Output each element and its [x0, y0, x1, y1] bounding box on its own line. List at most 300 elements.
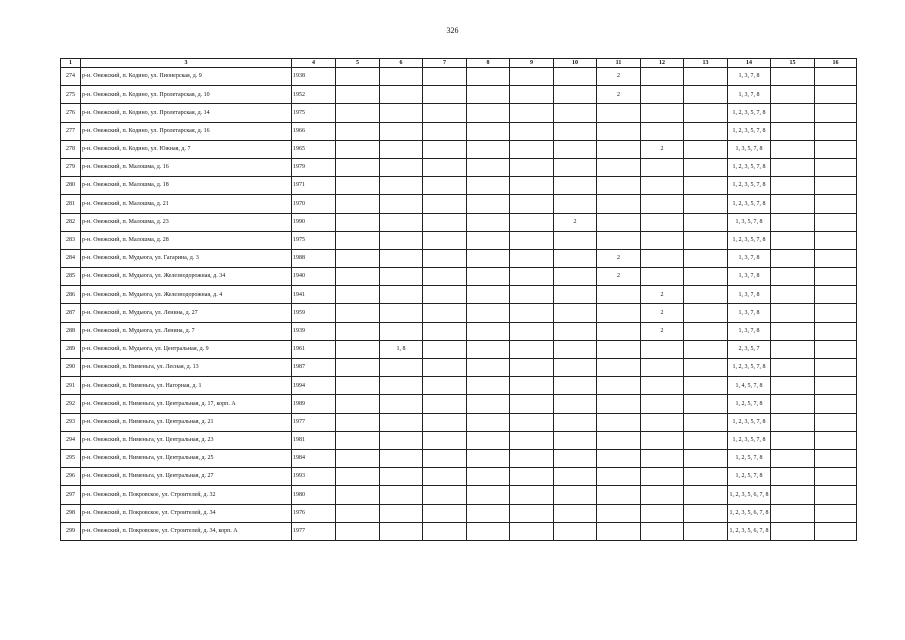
col-13-cell — [684, 413, 728, 431]
col-11-cell — [597, 395, 641, 413]
col-15-cell — [771, 104, 815, 122]
address-cell: р-н. Онежский, п. Малошма, д. 28 — [81, 231, 292, 249]
column-header: 3 — [81, 59, 292, 68]
col-15-cell — [771, 431, 815, 449]
col-7-cell — [423, 213, 467, 231]
col-6-cell — [380, 468, 423, 486]
col-11-cell: 2 — [597, 68, 641, 86]
col-13-cell — [684, 322, 728, 340]
col-8-cell — [467, 286, 510, 304]
address-cell: р-н. Онежский, п. Нименьга, ул. Центральная, д. 25 — [81, 449, 292, 467]
col-14-cell: 1, 2, 5, 7, 8 — [728, 395, 771, 413]
col-7-cell — [423, 377, 467, 395]
row-number: 299 — [61, 522, 81, 540]
address-cell: р-н. Онежский, п. Кодино, ул. Пролетарская, д. 16 — [81, 122, 292, 140]
col-13-cell — [684, 486, 728, 504]
col-12-cell — [641, 522, 684, 540]
col-15-cell — [771, 231, 815, 249]
col-12-cell — [641, 340, 684, 358]
col-14-cell: 1, 2, 5, 7, 8 — [728, 449, 771, 467]
address-cell: р-н. Онежский, п. Нименьга, ул. Центральная, д. 23 — [81, 431, 292, 449]
column-header: 4 — [292, 59, 336, 68]
year-cell: 1976 — [292, 504, 336, 522]
col-6-cell — [380, 104, 423, 122]
col-9-cell — [510, 431, 554, 449]
col-6-cell — [380, 413, 423, 431]
column-header: 11 — [597, 59, 641, 68]
col-16-cell — [815, 104, 857, 122]
col-9-cell — [510, 140, 554, 158]
col-13-cell — [684, 231, 728, 249]
col-13-cell — [684, 140, 728, 158]
address-cell: р-н. Онежский, п. Покровское, ул. Строителей, д. 34, корп. А — [81, 522, 292, 540]
col-14-cell: 1, 2, 3, 5, 7, 8 — [728, 158, 771, 176]
housing-register-table — [60, 58, 857, 541]
col-9-cell — [510, 122, 554, 140]
address-cell: р-н. Онежский, п. Мудьюга, ул. Гагарина, д. 3 — [81, 249, 292, 267]
col-13-cell — [684, 340, 728, 358]
col-15-cell — [771, 377, 815, 395]
col-11-cell — [597, 504, 641, 522]
col-10-cell — [554, 486, 597, 504]
table-row — [61, 268, 857, 286]
col-12-cell — [641, 468, 684, 486]
table-row — [61, 340, 857, 358]
table-row — [61, 177, 857, 195]
col-9-cell — [510, 486, 554, 504]
row-number: 296 — [61, 468, 81, 486]
col-14-cell: 1, 3, 5, 7, 8 — [728, 140, 771, 158]
col-9-cell — [510, 522, 554, 540]
year-cell: 1993 — [292, 468, 336, 486]
column-header: 12 — [641, 59, 684, 68]
col-15-cell — [771, 304, 815, 322]
col-6-cell — [380, 449, 423, 467]
col-8-cell — [467, 177, 510, 195]
col-12-cell — [641, 231, 684, 249]
row-number: 285 — [61, 268, 81, 286]
address-cell: р-н. Онежский, п. Кодино, ул. Пионерская, д. 9 — [81, 68, 292, 86]
col-14-cell: 1, 2, 3, 5, 7, 8 — [728, 195, 771, 213]
col-9-cell — [510, 268, 554, 286]
row-number: 275 — [61, 86, 81, 104]
col-12-cell: 2 — [641, 304, 684, 322]
col-6-cell — [380, 68, 423, 86]
year-cell: 1980 — [292, 486, 336, 504]
col-12-cell — [641, 213, 684, 231]
row-number: 289 — [61, 340, 81, 358]
col-7-cell — [423, 231, 467, 249]
col-11-cell — [597, 322, 641, 340]
col-6-cell — [380, 140, 423, 158]
col-5-cell — [336, 213, 380, 231]
col-16-cell — [815, 359, 857, 377]
col-15-cell — [771, 340, 815, 358]
year-cell: 1938 — [292, 68, 336, 86]
table-row — [61, 86, 857, 104]
col-5-cell — [336, 140, 380, 158]
address-cell: р-н. Онежский, п. Нименьга, ул. Нагорная, д. 1 — [81, 377, 292, 395]
col-8-cell — [467, 322, 510, 340]
page-number: 326 — [446, 26, 459, 35]
col-5-cell — [336, 195, 380, 213]
col-14-cell: 1, 2, 3, 5, 7, 8 — [728, 104, 771, 122]
col-6-cell — [380, 268, 423, 286]
col-12-cell — [641, 504, 684, 522]
col-5-cell — [336, 268, 380, 286]
col-12-cell: 2 — [641, 140, 684, 158]
col-8-cell — [467, 249, 510, 267]
table-row — [61, 158, 857, 176]
col-8-cell — [467, 359, 510, 377]
col-6-cell — [380, 431, 423, 449]
year-cell: 1966 — [292, 122, 336, 140]
col-8-cell — [467, 104, 510, 122]
col-6-cell — [380, 158, 423, 176]
table-row — [61, 140, 857, 158]
col-5-cell — [336, 68, 380, 86]
col-16-cell — [815, 249, 857, 267]
col-12-cell — [641, 359, 684, 377]
year-cell: 1979 — [292, 158, 336, 176]
col-7-cell — [423, 304, 467, 322]
col-8-cell — [467, 195, 510, 213]
col-13-cell — [684, 377, 728, 395]
col-16-cell — [815, 86, 857, 104]
column-header: 1 — [61, 59, 81, 68]
year-cell: 1975 — [292, 104, 336, 122]
col-6-cell — [380, 122, 423, 140]
year-cell: 1987 — [292, 359, 336, 377]
table-row — [61, 395, 857, 413]
col-13-cell — [684, 304, 728, 322]
address-cell: р-н. Онежский, п. Нименьга, ул. Центральная, д. 17, корп. А — [81, 395, 292, 413]
col-11-cell — [597, 377, 641, 395]
col-6-cell — [380, 322, 423, 340]
col-5-cell — [336, 359, 380, 377]
col-11-cell — [597, 413, 641, 431]
column-header: 10 — [554, 59, 597, 68]
col-14-cell: 1, 4, 5, 7, 8 — [728, 377, 771, 395]
year-cell: 1981 — [292, 431, 336, 449]
col-15-cell — [771, 486, 815, 504]
col-16-cell — [815, 395, 857, 413]
column-header: 5 — [336, 59, 380, 68]
address-cell: р-н. Онежский, п. Покровское, ул. Строителей, д. 32 — [81, 486, 292, 504]
col-10-cell — [554, 158, 597, 176]
col-9-cell — [510, 395, 554, 413]
address-cell: р-н. Онежский, п. Малошма, д. 21 — [81, 195, 292, 213]
col-14-cell: 1, 2, 3, 5, 7, 8 — [728, 413, 771, 431]
col-13-cell — [684, 104, 728, 122]
col-8-cell — [467, 68, 510, 86]
row-number: 274 — [61, 68, 81, 86]
col-5-cell — [336, 522, 380, 540]
year-cell: 1965 — [292, 140, 336, 158]
col-15-cell — [771, 413, 815, 431]
table-row — [61, 486, 857, 504]
year-cell: 1990 — [292, 213, 336, 231]
row-number: 279 — [61, 158, 81, 176]
table-row — [61, 231, 857, 249]
col-16-cell — [815, 377, 857, 395]
col-5-cell — [336, 449, 380, 467]
col-11-cell — [597, 195, 641, 213]
col-10-cell — [554, 359, 597, 377]
col-10-cell — [554, 177, 597, 195]
col-8-cell — [467, 122, 510, 140]
table-row — [61, 104, 857, 122]
col-11-cell — [597, 177, 641, 195]
col-9-cell — [510, 304, 554, 322]
col-16-cell — [815, 177, 857, 195]
col-7-cell — [423, 86, 467, 104]
col-9-cell — [510, 359, 554, 377]
col-5-cell — [336, 413, 380, 431]
col-9-cell — [510, 104, 554, 122]
col-10-cell — [554, 431, 597, 449]
year-cell: 1975 — [292, 231, 336, 249]
row-number: 288 — [61, 322, 81, 340]
col-16-cell — [815, 431, 857, 449]
col-15-cell — [771, 468, 815, 486]
col-14-cell: 1, 2, 3, 5, 7, 8 — [728, 231, 771, 249]
table-row — [61, 377, 857, 395]
col-11-cell — [597, 231, 641, 249]
col-9-cell — [510, 504, 554, 522]
col-9-cell — [510, 158, 554, 176]
col-13-cell — [684, 213, 728, 231]
col-12-cell — [641, 377, 684, 395]
col-6-cell — [380, 395, 423, 413]
col-7-cell — [423, 486, 467, 504]
col-10-cell — [554, 231, 597, 249]
col-10-cell — [554, 104, 597, 122]
col-8-cell — [467, 431, 510, 449]
col-15-cell — [771, 122, 815, 140]
col-5-cell — [336, 86, 380, 104]
col-15-cell — [771, 86, 815, 104]
column-header: 15 — [771, 59, 815, 68]
col-11-cell — [597, 304, 641, 322]
col-14-cell: 1, 3, 7, 8 — [728, 304, 771, 322]
col-12-cell — [641, 86, 684, 104]
col-7-cell — [423, 431, 467, 449]
year-cell: 1989 — [292, 395, 336, 413]
col-10-cell — [554, 504, 597, 522]
col-6-cell — [380, 213, 423, 231]
col-15-cell — [771, 195, 815, 213]
column-header: 7 — [423, 59, 467, 68]
table-row — [61, 249, 857, 267]
address-cell: р-н. Онежский, п. Малошма, д. 18 — [81, 177, 292, 195]
col-11-cell: 2 — [597, 86, 641, 104]
col-13-cell — [684, 468, 728, 486]
col-14-cell: 1, 2, 3, 5, 6, 7, 8 — [728, 504, 771, 522]
col-7-cell — [423, 504, 467, 522]
year-cell: 1940 — [292, 268, 336, 286]
col-15-cell — [771, 322, 815, 340]
row-number: 280 — [61, 177, 81, 195]
col-11-cell — [597, 213, 641, 231]
col-12-cell — [641, 449, 684, 467]
col-13-cell — [684, 431, 728, 449]
col-8-cell — [467, 140, 510, 158]
col-8-cell — [467, 413, 510, 431]
col-15-cell — [771, 249, 815, 267]
col-13-cell — [684, 449, 728, 467]
col-7-cell — [423, 195, 467, 213]
col-5-cell — [336, 104, 380, 122]
col-10-cell — [554, 68, 597, 86]
table-row — [61, 286, 857, 304]
col-10-cell — [554, 449, 597, 467]
row-number: 297 — [61, 486, 81, 504]
year-cell: 1977 — [292, 522, 336, 540]
col-10-cell: 2 — [554, 213, 597, 231]
year-cell: 1971 — [292, 177, 336, 195]
col-12-cell — [641, 68, 684, 86]
col-12-cell: 2 — [641, 322, 684, 340]
col-14-cell: 1, 2, 3, 5, 6, 7, 8 — [728, 522, 771, 540]
col-11-cell — [597, 140, 641, 158]
table-row — [61, 468, 857, 486]
table-row — [61, 195, 857, 213]
year-cell: 1952 — [292, 86, 336, 104]
col-14-cell: 1, 2, 5, 7, 8 — [728, 468, 771, 486]
col-12-cell — [641, 158, 684, 176]
row-number: 284 — [61, 249, 81, 267]
table-row — [61, 522, 857, 540]
row-number: 291 — [61, 377, 81, 395]
col-7-cell — [423, 468, 467, 486]
col-8-cell — [467, 522, 510, 540]
col-14-cell: 1, 3, 7, 8 — [728, 86, 771, 104]
table-row — [61, 322, 857, 340]
table-row — [61, 431, 857, 449]
col-11-cell — [597, 158, 641, 176]
column-header: 13 — [684, 59, 728, 68]
col-8-cell — [467, 377, 510, 395]
col-13-cell — [684, 395, 728, 413]
col-8-cell — [467, 468, 510, 486]
col-12-cell — [641, 249, 684, 267]
col-15-cell — [771, 68, 815, 86]
col-15-cell — [771, 268, 815, 286]
row-number: 286 — [61, 286, 81, 304]
col-10-cell — [554, 377, 597, 395]
table-row — [61, 68, 857, 86]
col-10-cell — [554, 413, 597, 431]
row-number: 277 — [61, 122, 81, 140]
col-9-cell — [510, 177, 554, 195]
year-cell: 1977 — [292, 413, 336, 431]
col-10-cell — [554, 195, 597, 213]
col-14-cell: 1, 2, 3, 5, 7, 8 — [728, 122, 771, 140]
col-16-cell — [815, 195, 857, 213]
col-15-cell — [771, 359, 815, 377]
address-cell: р-н. Онежский, п. Мудьюга, ул. Железнодорожная, д. 34 — [81, 268, 292, 286]
address-cell: р-н. Онежский, п. Малошма, д. 16 — [81, 158, 292, 176]
address-cell: р-н. Онежский, п. Малошма, д. 23 — [81, 213, 292, 231]
col-5-cell — [336, 177, 380, 195]
col-12-cell — [641, 431, 684, 449]
col-13-cell — [684, 504, 728, 522]
col-8-cell — [467, 213, 510, 231]
col-14-cell: 1, 3, 7, 8 — [728, 268, 771, 286]
col-16-cell — [815, 158, 857, 176]
col-10-cell — [554, 268, 597, 286]
col-5-cell — [336, 340, 380, 358]
column-header: 9 — [510, 59, 554, 68]
col-7-cell — [423, 104, 467, 122]
col-8-cell — [467, 340, 510, 358]
col-6-cell — [380, 286, 423, 304]
col-6-cell — [380, 486, 423, 504]
col-6-cell — [380, 377, 423, 395]
col-10-cell — [554, 304, 597, 322]
col-10-cell — [554, 322, 597, 340]
col-16-cell — [815, 322, 857, 340]
col-14-cell: 1, 3, 7, 8 — [728, 322, 771, 340]
table-row — [61, 304, 857, 322]
year-cell: 1988 — [292, 249, 336, 267]
col-7-cell — [423, 158, 467, 176]
col-14-cell: 2, 3, 5, 7 — [728, 340, 771, 358]
col-9-cell — [510, 413, 554, 431]
col-10-cell — [554, 122, 597, 140]
col-16-cell — [815, 449, 857, 467]
col-15-cell — [771, 395, 815, 413]
column-header: 14 — [728, 59, 771, 68]
col-6-cell — [380, 522, 423, 540]
row-number: 276 — [61, 104, 81, 122]
col-8-cell — [467, 86, 510, 104]
col-13-cell — [684, 268, 728, 286]
col-14-cell: 1, 3, 7, 8 — [728, 249, 771, 267]
column-header: 16 — [815, 59, 857, 68]
col-15-cell — [771, 522, 815, 540]
col-16-cell — [815, 286, 857, 304]
col-9-cell — [510, 86, 554, 104]
year-cell: 1941 — [292, 286, 336, 304]
col-11-cell — [597, 286, 641, 304]
col-5-cell — [336, 504, 380, 522]
col-9-cell — [510, 340, 554, 358]
row-number: 282 — [61, 213, 81, 231]
col-13-cell — [684, 86, 728, 104]
col-7-cell — [423, 522, 467, 540]
col-9-cell — [510, 195, 554, 213]
col-16-cell — [815, 413, 857, 431]
col-11-cell: 2 — [597, 268, 641, 286]
col-7-cell — [423, 395, 467, 413]
col-11-cell — [597, 468, 641, 486]
col-16-cell — [815, 486, 857, 504]
col-15-cell — [771, 286, 815, 304]
col-11-cell — [597, 340, 641, 358]
col-15-cell — [771, 158, 815, 176]
col-16-cell — [815, 68, 857, 86]
col-6-cell — [380, 359, 423, 377]
col-14-cell: 1, 2, 3, 5, 7, 8 — [728, 431, 771, 449]
address-cell: р-н. Онежский, п. Покровское, ул. Строителей, д. 34 — [81, 504, 292, 522]
col-15-cell — [771, 449, 815, 467]
col-13-cell — [684, 249, 728, 267]
col-9-cell — [510, 249, 554, 267]
address-cell: р-н. Онежский, п. Кодино, ул. Пролетарская, д. 14 — [81, 104, 292, 122]
table-row — [61, 122, 857, 140]
